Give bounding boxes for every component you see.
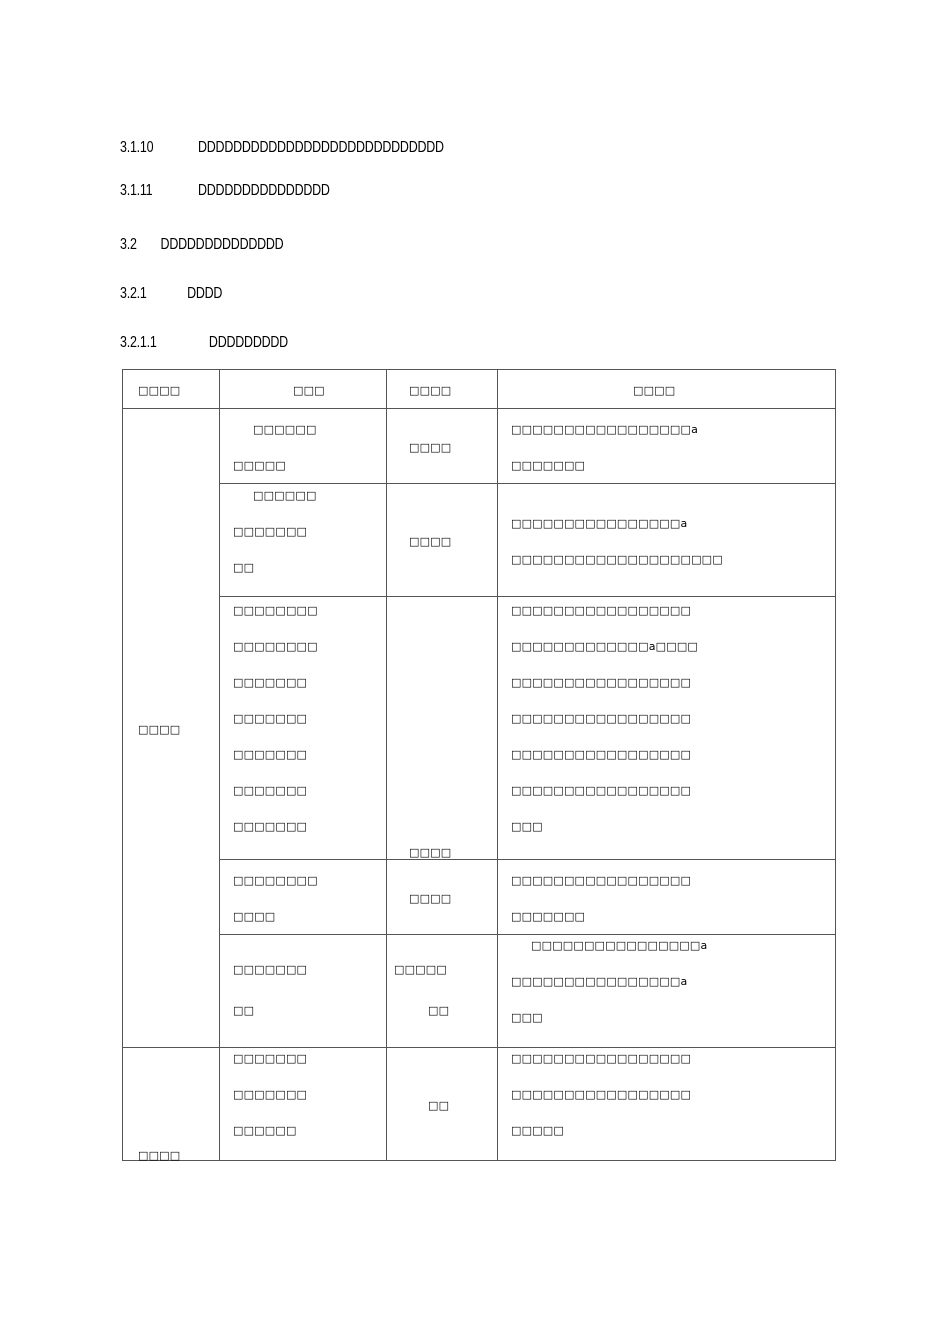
table-cell: □□□□ — [409, 892, 452, 905]
table-header-cell: □□□□ — [409, 384, 452, 397]
table-cell: □□□□□□□ — [233, 748, 308, 761]
table-cell: □□□□ — [233, 910, 276, 923]
table-cell: □□□□□ — [233, 459, 286, 472]
row-divider — [219, 596, 836, 597]
col-divider — [497, 369, 498, 1161]
table-cell: □□□□ — [409, 441, 452, 454]
table-cell: □□□□□□□□□□□□□□□□□ — [511, 1088, 692, 1101]
heading-text: DDDDDDDDDDDDDD — [160, 236, 284, 253]
table-cell: □□□□□ — [511, 1124, 564, 1137]
col-divider — [219, 369, 220, 1161]
heading-number: 3.1.11 — [120, 182, 153, 199]
heading-text: DDDD — [187, 285, 223, 302]
table-cell: □□□□□□□□□□□□□a□□□□ — [511, 640, 699, 653]
row-divider — [122, 1047, 836, 1048]
row-divider — [219, 859, 836, 860]
table-cell: □□□□□□□□ — [233, 604, 318, 617]
table-cell: □□□□ — [409, 535, 452, 548]
table-header-cell: □□□□ — [138, 384, 181, 397]
table-cell: □□ — [233, 561, 255, 574]
table-cell: □□□□□□□ — [233, 1052, 308, 1065]
col-divider — [386, 369, 387, 1161]
table-cell: □□□□□□□ — [233, 820, 308, 833]
table-cell: □□ — [233, 1004, 255, 1017]
table-cell: □□□□□□□ — [511, 910, 586, 923]
table-cell: □□□□□□□□□□□□□□□□□ — [511, 748, 692, 761]
table-cell: □□□□□□□□□□□□□□□□□ — [511, 712, 692, 725]
table-cell: □□□□□□□ — [233, 784, 308, 797]
table-border-left — [122, 369, 123, 1161]
row-divider — [122, 408, 836, 409]
table-cell: □□□□□□□□□□□□□□□□□ — [511, 784, 692, 797]
table-cell: □□□□□□□□□□□□□□□□□ — [511, 676, 692, 689]
heading-text: DDDDDDDDDDDDDDDDDDDDDDDDDDDD — [198, 139, 444, 156]
heading-number: 3.2.1.1 — [120, 334, 157, 351]
table-cell: □□□□□□□ — [233, 712, 308, 725]
table-cell: □□□□□□ — [233, 1124, 297, 1137]
table-cell: □□ — [428, 1004, 450, 1017]
table-cell: □□□□□□□ — [233, 963, 308, 976]
table-cell: □□□□□□□ — [511, 459, 586, 472]
table-cell: □□□□□□□□□□□□□□□□□a — [511, 423, 699, 436]
table-cell: □□□□□□□□□□□□□□□□a — [511, 975, 688, 988]
row-divider — [219, 934, 836, 935]
table-border-bottom — [122, 1160, 836, 1161]
table-border-top — [122, 369, 836, 370]
table-cell: □□□□ — [409, 846, 452, 859]
table-cell: □□□□□□□□□□□□□□□□□ — [511, 604, 692, 617]
heading-number: 3.1.10 — [120, 139, 154, 156]
table-cell: □□□□□□□□□□□□□□□□□ — [511, 1052, 692, 1065]
heading-3-2 — [120, 236, 284, 254]
table-cell: □□□ — [511, 1011, 543, 1024]
table-cell: □□□□□□ — [253, 423, 317, 436]
heading-text: DDDDDDDDD — [208, 334, 288, 351]
heading-3-1-11 — [120, 182, 330, 200]
heading-3-1-10 — [120, 139, 444, 157]
group-label: □□□□ — [138, 1149, 181, 1162]
table-cell: □□□□□□□□□□□□□□□□□□□□ — [511, 553, 723, 566]
table-cell: □□□□□□□□□□□□□□□□□ — [511, 874, 692, 887]
table-cell: □□□□□□□□□□□□□□□□a — [531, 939, 708, 952]
table-cell: □□ — [428, 1099, 450, 1112]
heading-number: 3.2 — [120, 236, 137, 253]
table-cell: □□□□□□ — [253, 489, 317, 502]
heading-text: DDDDDDDDDDDDDDD — [198, 182, 330, 199]
table-cell: □□□□□□□ — [233, 525, 308, 538]
row-divider — [219, 483, 836, 484]
table-header-cell: □□□ — [293, 384, 325, 397]
table-cell: □□□□□□□ — [233, 676, 308, 689]
table-cell: □□□□□□□□ — [233, 640, 318, 653]
heading-number: 3.2.1 — [120, 285, 147, 302]
heading-3-2-1 — [120, 285, 223, 303]
table-cell: □□□□□□□□□□□□□□□□a — [511, 517, 688, 530]
table-header-cell: □□□□ — [633, 384, 676, 397]
heading-3-2-1-1 — [120, 334, 288, 352]
table-cell: □□□ — [511, 820, 543, 833]
table-border-right — [835, 369, 836, 1161]
table-cell: □□□□□□□ — [233, 1088, 308, 1101]
table-cell: □□□□□□□□ — [233, 874, 318, 887]
group-label: □□□□ — [138, 723, 181, 736]
table-cell: □□□□□ — [394, 963, 447, 976]
